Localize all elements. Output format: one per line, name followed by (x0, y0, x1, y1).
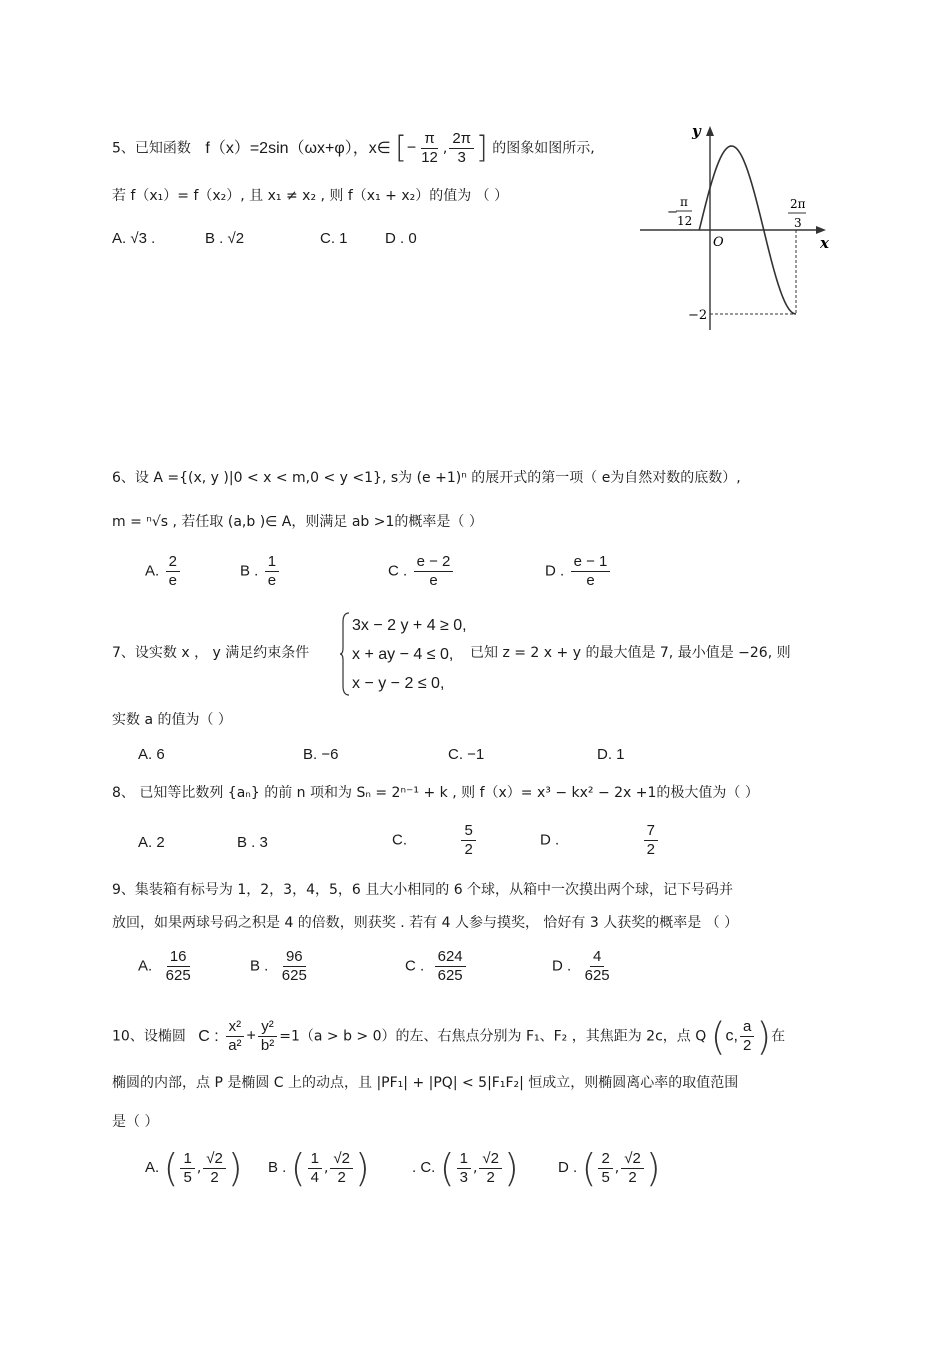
sine-graph (630, 118, 840, 338)
q5-line1: 5、已知函数 f（x）=2sin（ωx+φ），x∈ [− $\frac{\pi}{12}$ , $\frac{2\pi}{3}$ ] 的图象如图所示, (112, 130, 595, 166)
x-axis-label: x (820, 234, 829, 252)
q10-line2: 椭圆的内部，点 P 是椭圆 C 上的动点，且 |PF₁| + |PQ| < 5|F₁F₂| 恒成立，则椭圆离心率的取值范围 (112, 1075, 739, 1091)
q10-lead: 10、设椭圆 (112, 1028, 186, 1045)
q10-q-c: c, (725, 1027, 738, 1045)
q10-y-frac: $\frac{\text{y²}}{\text{b²}}$ (258, 1018, 277, 1055)
q10-option-a: A. ( $\frac{1}{5}$ , $\frac{√2}{2}$ ) (145, 1146, 243, 1190)
q7-option-b: B. −6 (303, 746, 339, 763)
q7-system-line3: x − y − 2 ≤ 0, (352, 675, 445, 692)
q5-int-sign: − (406, 139, 417, 157)
q7-option-d: D. 1 (597, 746, 625, 763)
q6-option-b: B . $\frac{1}{e}$ (240, 553, 281, 590)
q5-line2: 若 f（x₁）= f（x₂）, 且 x₁ ≠ x₂ , 则 f（x₁ + x₂）的值为 （ ） (112, 188, 509, 204)
q7-option-c: C. −1 (448, 746, 485, 763)
q10-q-end: 在 (771, 1028, 786, 1045)
q8-option-d: D . $\frac{7}{2}$ (540, 822, 660, 859)
right-tick-num: 2π (790, 197, 806, 211)
q7-tail: 已知 z = 2 x + y 的最大值是 7, 最小值是 −26, 则 (470, 645, 791, 661)
q9-option-b: B . $\frac{96}{625}$ (250, 948, 307, 984)
q10-option-d: D . ( $\frac{2}{5}$ , $\frac{√2}{2}$ ) (558, 1146, 661, 1190)
q9-line1: 9、集装箱有标号为 1，2，3，4，5，6 且大小相同的 6 个球，从箱中一次摸出两个球，记下号码并 (112, 882, 734, 898)
left-tick-den: 12 (677, 214, 693, 228)
q10-q-frac: $\frac{a}{2}$ (740, 1018, 754, 1055)
q5-option-d: D . 0 (385, 230, 417, 247)
q6-line2: m = ⁿ√s , 若任取 (a,b )∈ A，则满足 ab >1的概率是（ ） (112, 514, 483, 530)
q5-lead-tail: 的图象如图所示, (492, 140, 595, 157)
q9-option-a: A. $\frac{16}{625}$ (138, 948, 191, 984)
x-axis-arrow (816, 226, 826, 234)
q6-line1: 6、设 A ={(x, y )|0 < x < m,0 < y <1}, s为 (e +1)ⁿ 的展开式的第一项（ e为自然对数的底数）, (112, 470, 741, 486)
q5-lead: 5、已知函数 (112, 140, 191, 157)
left-tick-num: π (680, 195, 688, 209)
q10-eq-c: C : (198, 1027, 219, 1045)
q7-lead: 7、设实数 x ， y 满足约束条件 (112, 645, 310, 661)
q6-option-c: C . $\frac{e - 2}{e}$ (388, 553, 455, 590)
q5-option-c: C. 1 (320, 230, 348, 247)
y-axis-arrow (706, 126, 714, 136)
q10-x-frac: $\frac{\text{x²}}{\text{a²}}$ (225, 1018, 244, 1055)
q9-option-c: C . $\frac{624}{625}$ (405, 948, 468, 985)
q5-int-b: $\frac{2\pi}{3}$ (449, 130, 474, 167)
q6-option-d: D . $\frac{e - 1}{e}$ (545, 553, 612, 590)
q5-option-b: B . √2 (205, 230, 245, 247)
q10-line3: 是（ ） (112, 1114, 159, 1130)
q7-system-line1: 3x − 2 y + 4 ≥ 0, (352, 617, 467, 634)
q5-function: f（x）=2sin（ωx+φ），x∈ (205, 139, 391, 157)
q8-option-b: B . 3 (237, 834, 268, 851)
q8-option-a: A. 2 (138, 834, 165, 851)
q5-option-a: A. √3 . (112, 230, 156, 247)
origin-label: O (713, 235, 724, 250)
q8-line1: 8、 已知等比数列 {aₙ} 的前 n 项和为 Sₙ = 2ⁿ⁻¹ + k , 则 f（x）= x³ − kx² − 2x +1的极大值为（ ） (112, 785, 759, 801)
q5-int-a: $\frac{\pi}{12}$ (421, 130, 438, 166)
q7-line2: 实数 a 的值为（ ） (112, 712, 232, 728)
q8-option-c: C. $\frac{5}{2}$ (392, 822, 478, 859)
y-axis-label: y (692, 122, 701, 140)
q7-option-a: A. 6 (138, 746, 165, 763)
q10-eq-tail: =1（a > b > 0）的左、右焦点分别为 F₁、F₂ ，其焦距为 2c，点 Q (279, 1028, 707, 1045)
q10-option-b: B . ( $\frac{1}{4}$ , $\frac{√2}{2}$ ) (268, 1146, 370, 1190)
left-tick-sign: − (667, 205, 678, 220)
right-tick-den: 3 (794, 216, 802, 230)
q9-line2: 放回，如果两球号码之积是 4 的倍数，则获奖 . 若有 4 人参与摸奖， 恰好有 3 人获奖的概率是 （ ） (112, 915, 739, 931)
q10-eq-plus: + (246, 1027, 256, 1045)
q10-option-c: . C. ( $\frac{1}{3}$ , $\frac{√2}{2}$ ) (412, 1146, 519, 1190)
system-brace (340, 612, 350, 696)
q7-system-line2: x + ay − 4 ≤ 0, (352, 646, 454, 663)
q10-line1: 10、设椭圆 C : $\frac{\text{x²}}{\text{a²}}$ + $\frac{\text{y²}}{\text{b²}}$ =1（a > b > 0）的左、右焦点分别为 F₁、F₂ ，其焦距为 2c，点 Q (c, $\frac{a}{2}$ )在 (112, 1014, 786, 1059)
q9-option-d: D . $\frac{4}{625}$ (552, 948, 610, 984)
q6-option-a: A. $\frac{2}{e}$ (145, 553, 182, 590)
min-label: −2 (688, 308, 708, 323)
